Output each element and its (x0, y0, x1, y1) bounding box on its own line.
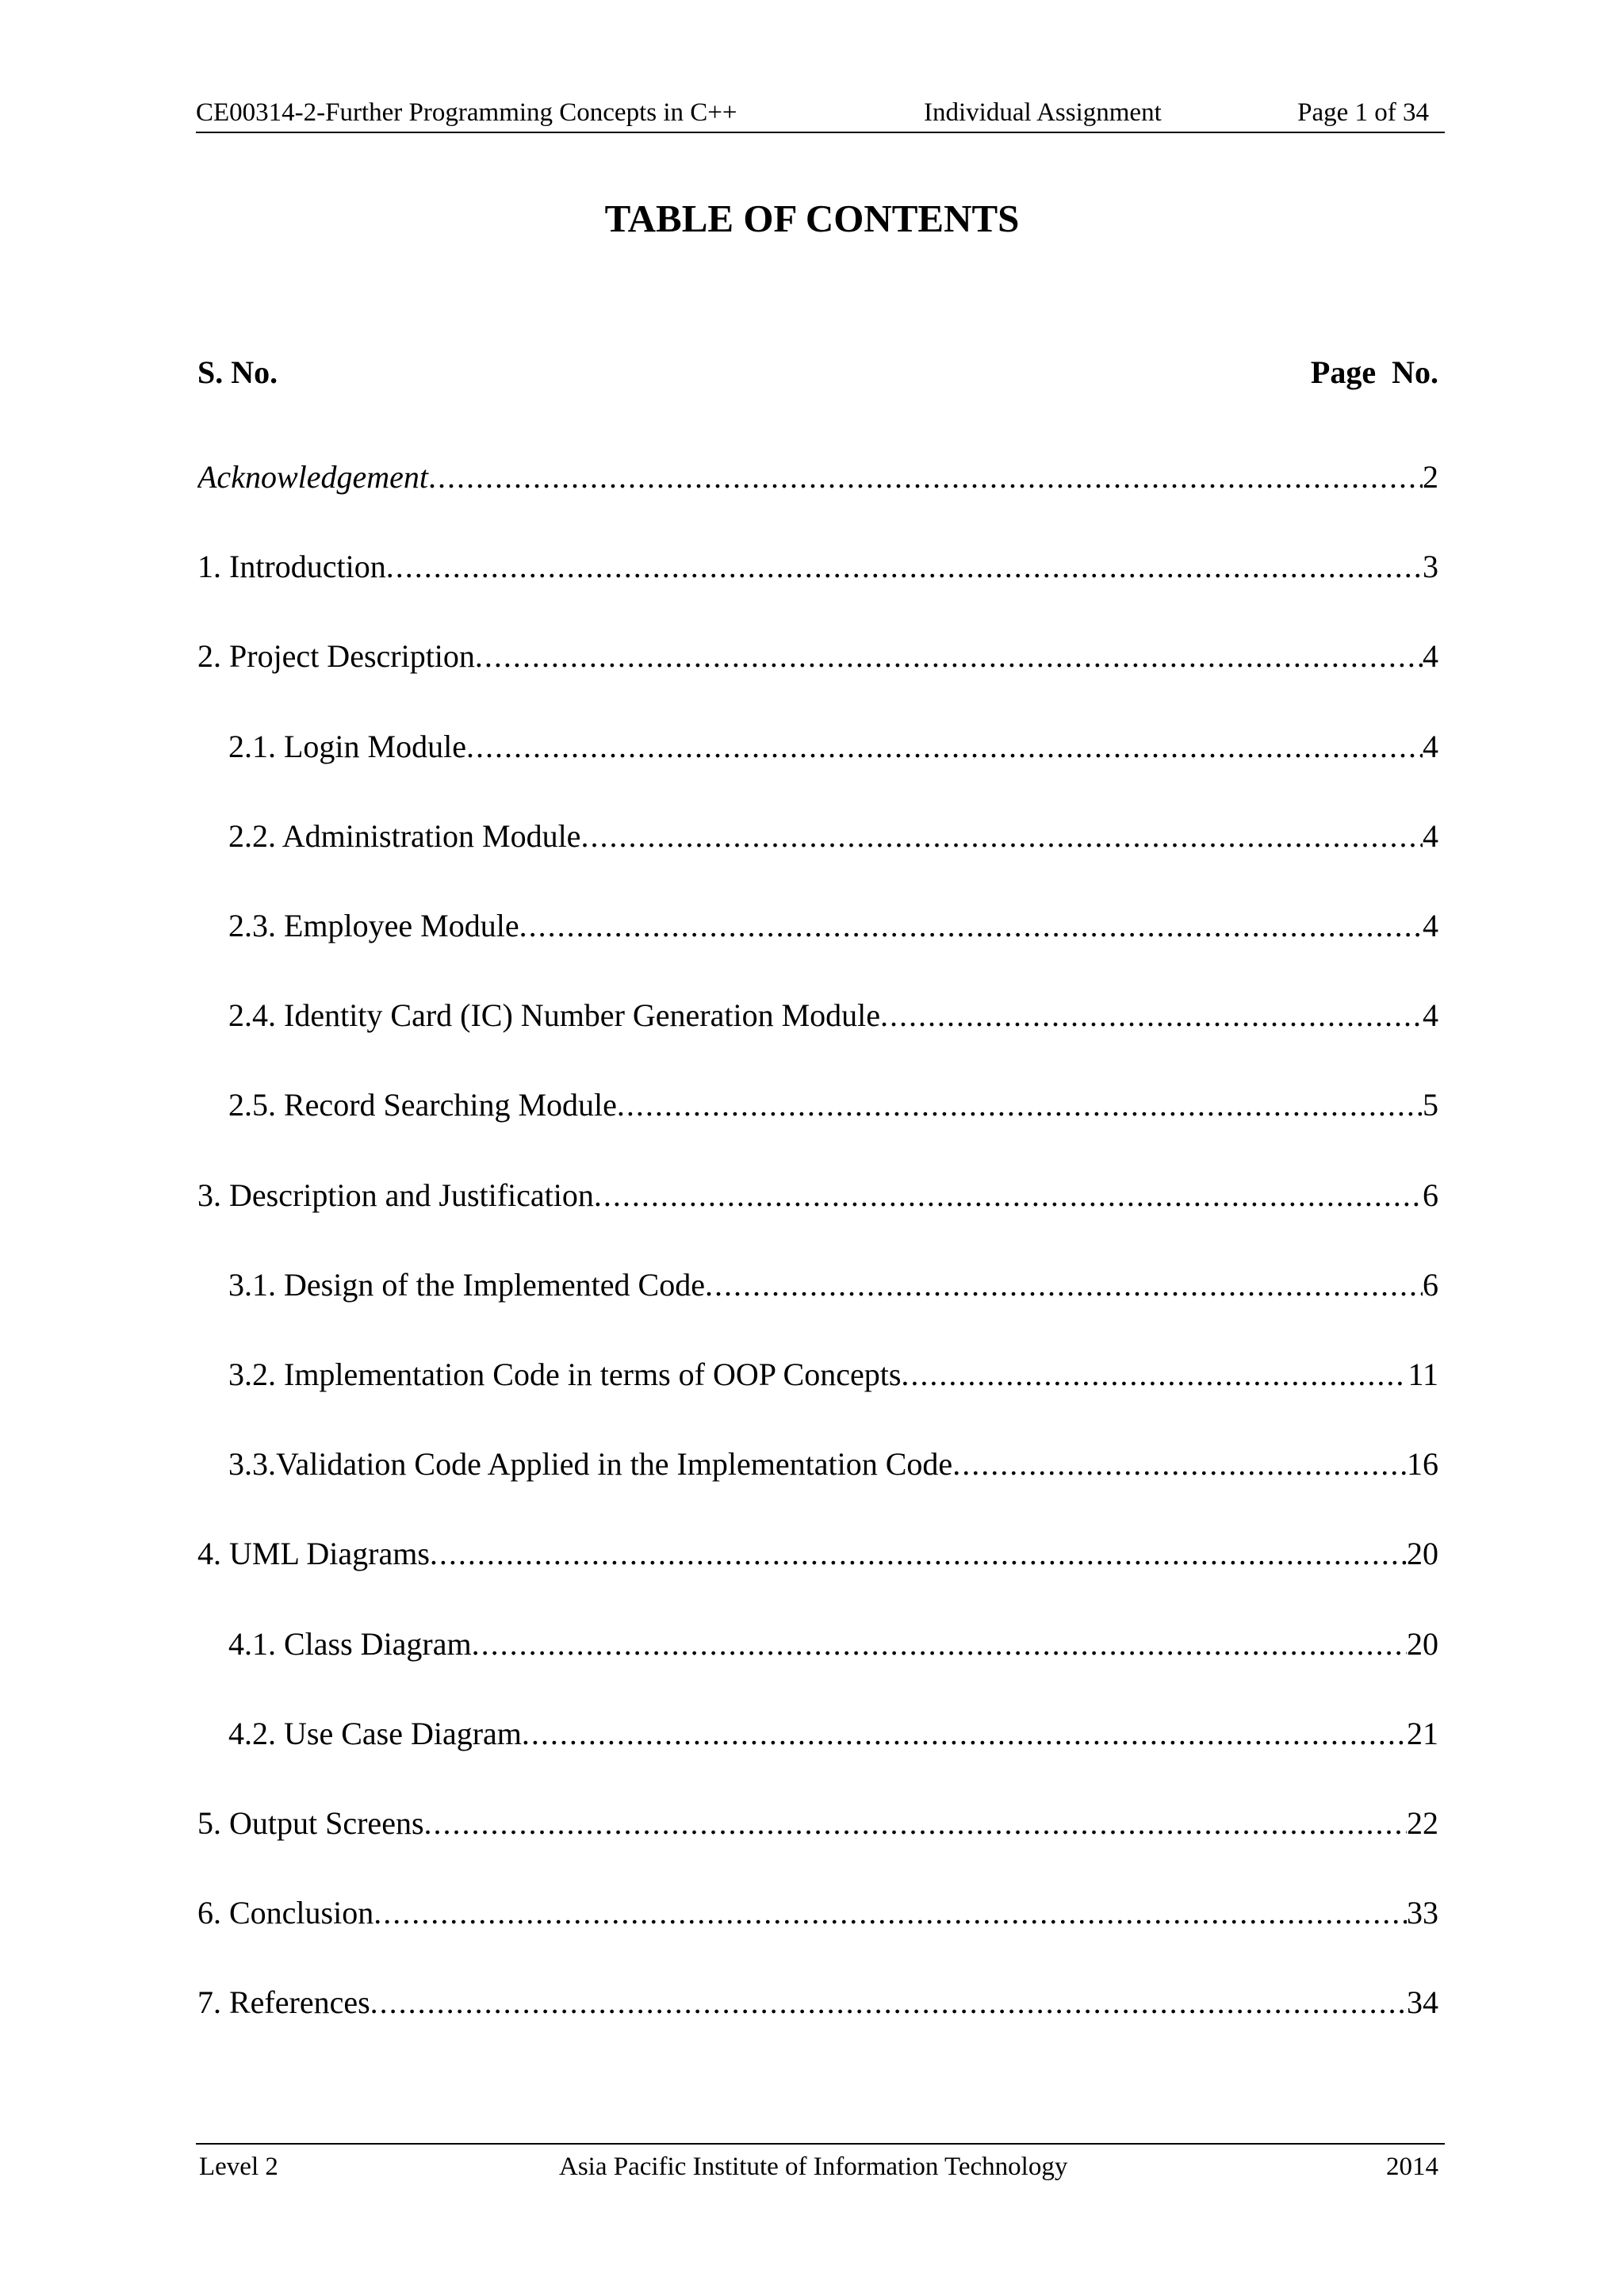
footer-year: 2014 (1386, 2152, 1438, 2181)
toc-entry[interactable] (228, 1624, 1438, 1665)
toc-entry[interactable] (228, 1713, 1438, 1755)
toc-entry-page: 33 (1407, 1895, 1438, 1931)
toc-entry-label: 2.2. Administration Module (228, 818, 581, 854)
toc-entry[interactable] (197, 1175, 1438, 1216)
toc-entry[interactable] (197, 457, 1438, 498)
toc-entry-page: 2 (1423, 459, 1438, 495)
page-header (196, 97, 1445, 133)
toc-entry[interactable] (197, 1533, 1438, 1575)
toc-entry-label: 5. Output Screens (197, 1805, 424, 1841)
toc-entry[interactable] (228, 726, 1438, 767)
toc-entry-label: 3.2. Implementation Code in terms of OOP Concepts (228, 1357, 902, 1392)
toc-entry-label: Acknowledgement (197, 459, 428, 495)
toc-dot-leader (386, 546, 1423, 587)
toc-column-headers (197, 352, 1438, 393)
toc-entry[interactable] (228, 1444, 1438, 1485)
toc-entry-page: 4 (1423, 908, 1438, 943)
toc-entry-page: 34 (1407, 1984, 1438, 2020)
toc-dot-leader (522, 1713, 1407, 1755)
toc-entry[interactable] (228, 995, 1438, 1036)
toc-dot-leader (472, 1624, 1407, 1665)
toc-entry[interactable] (228, 1354, 1438, 1395)
toc-entry-label: 2.4. Identity Card (IC) Number Generation Module (228, 997, 881, 1033)
toc-entry-page: 4 (1423, 818, 1438, 854)
toc-entry-label: 7. References (197, 1984, 370, 2020)
toc-dot-leader (594, 1175, 1423, 1216)
toc-dot-leader (705, 1265, 1423, 1306)
toc-entry-label: 3.1. Design of the Implemented Code (228, 1267, 705, 1303)
footer-level: Level 2 (199, 2152, 278, 2181)
page-title: TABLE OF CONTENTS (604, 197, 1020, 240)
footer-institution: Asia Pacific Institute of Information Technology (559, 2152, 1068, 2181)
toc-entry[interactable] (197, 1982, 1438, 2023)
toc-dot-leader (430, 1533, 1407, 1575)
toc-entry-label: 2.3. Employee Module (228, 908, 519, 943)
toc-entry-page: 16 (1407, 1446, 1438, 1482)
toc-entry-page: 22 (1407, 1805, 1438, 1841)
toc-entry-label: 2.1. Login Module (228, 729, 466, 764)
toc-entry-page: 6 (1423, 1267, 1438, 1303)
toc-entry[interactable] (197, 1892, 1438, 1934)
toc-entry-label: 4.2. Use Case Diagram (228, 1716, 522, 1751)
toc-dot-leader (424, 1803, 1407, 1844)
toc-entry-label: 4.1. Class Diagram (228, 1626, 472, 1662)
toc-entry[interactable] (228, 905, 1438, 947)
toc-dot-leader (519, 905, 1423, 947)
toc-entry-label: 3. Description and Justification (197, 1177, 594, 1213)
toc-entry-page: 5 (1423, 1087, 1438, 1123)
toc-entry-label: 2. Project Description (197, 638, 475, 674)
toc-entry-page: 4 (1423, 638, 1438, 674)
toc-entry[interactable] (197, 546, 1438, 587)
column-header-page: Page No. (1310, 354, 1438, 390)
toc-entry[interactable] (197, 1803, 1438, 1844)
toc-entry[interactable] (228, 1265, 1438, 1306)
toc-entry-label: 6. Conclusion (197, 1895, 374, 1931)
toc-entry-page: 6 (1423, 1177, 1438, 1213)
page-footer (196, 2143, 1445, 2192)
header-page-number: Page 1 of 34 (1297, 98, 1429, 127)
toc-dot-leader (428, 457, 1423, 498)
toc-dot-leader (580, 816, 1423, 857)
toc-entry-page: 20 (1407, 1536, 1438, 1571)
toc-entry-label: 2.5. Record Searching Module (228, 1087, 617, 1123)
toc-dot-leader (880, 995, 1423, 1036)
toc-dot-leader (373, 1892, 1407, 1934)
toc-entry-page: 4 (1423, 729, 1438, 764)
toc-entry-page: 3 (1423, 549, 1438, 584)
header-assignment-type: Individual Assignment (924, 98, 1162, 127)
toc-dot-leader (370, 1982, 1407, 2023)
toc-dot-leader (466, 726, 1423, 767)
toc-entry[interactable] (197, 636, 1438, 677)
header-course-title: CE00314-2-Further Programming Concepts in C++ (196, 98, 737, 127)
column-header-serial: S. No. (197, 354, 278, 390)
toc-entry[interactable] (228, 816, 1438, 857)
toc-entry[interactable] (228, 1085, 1438, 1126)
toc-entry-page: 20 (1407, 1626, 1438, 1662)
toc-dot-leader (952, 1444, 1407, 1485)
toc-entry-label: 4. UML Diagrams (197, 1536, 430, 1571)
toc-entry-label: 3.3.Validation Code Applied in the Implementation Code (228, 1446, 953, 1482)
toc-dot-leader (901, 1354, 1408, 1395)
toc-entry-page: 4 (1423, 997, 1438, 1033)
toc-entry-label: 1. Introduction (197, 549, 386, 584)
toc-dot-leader (617, 1085, 1423, 1126)
toc-entry-page: 11 (1408, 1357, 1438, 1392)
toc-entry-page: 21 (1407, 1716, 1438, 1751)
toc-dot-leader (475, 636, 1423, 677)
